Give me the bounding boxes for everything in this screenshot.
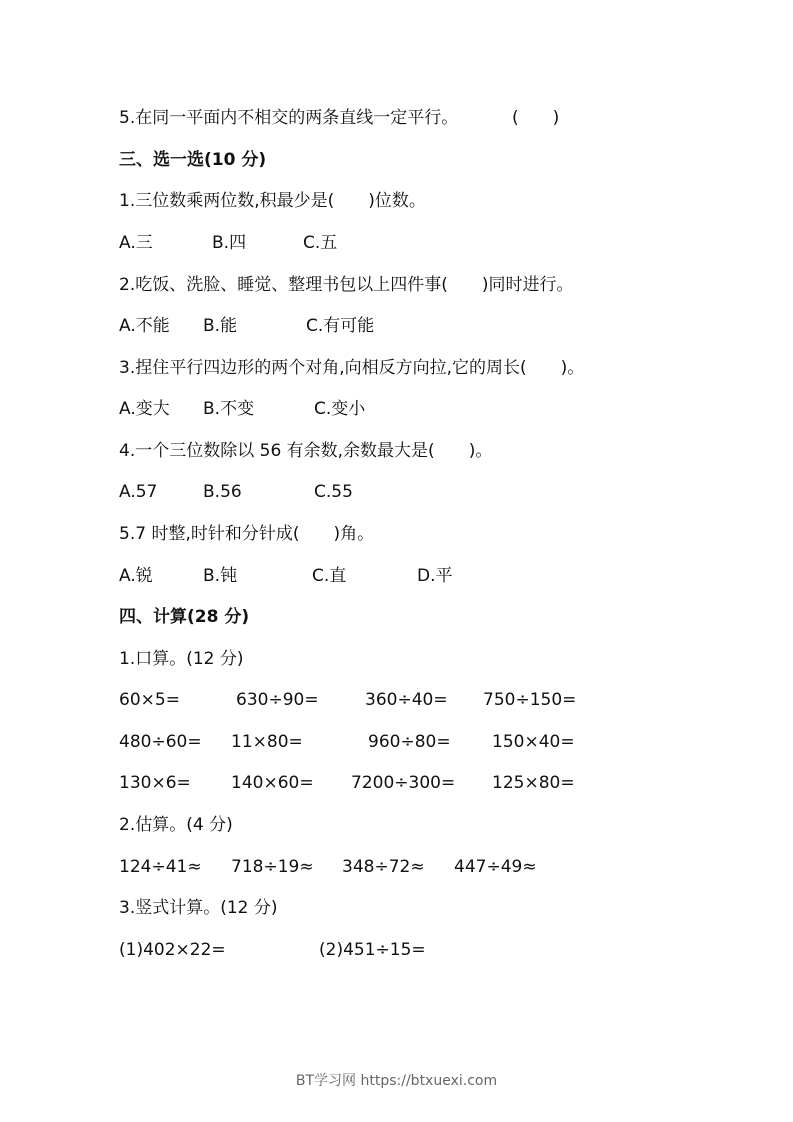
option-a: A.变大: [119, 399, 170, 419]
option-b: B.钝: [203, 566, 238, 586]
oral-problem: 150×40=: [492, 732, 575, 752]
oral-calc-title: 1.口算。(12 分): [119, 649, 244, 669]
oral-problem: 130×6=: [119, 773, 191, 793]
oral-problem: 360÷40=: [365, 690, 448, 710]
section-title-calculation: 四、计算(28 分): [119, 607, 250, 627]
choice-question-3: 3.捏住平行四边形的两个对角,向相反方向拉,它的周长( )。: [119, 358, 585, 378]
option-b: B.四: [212, 233, 247, 253]
vertical-problem-2: (2)451÷15=: [319, 940, 426, 960]
choice-question-2: 2.吃饭、洗脸、睡觉、整理书包以上四件事( )同时进行。: [119, 275, 574, 295]
estimate-problem: 447÷49≈: [454, 857, 537, 877]
option-a: A.三: [119, 233, 153, 253]
choice-question-4: 4.一个三位数除以 56 有余数,余数最大是( )。: [119, 441, 493, 461]
option-a: A.不能: [119, 316, 170, 336]
option-c: C.变小: [314, 399, 366, 419]
choice-question-5: 5.7 时整,时针和分针成( )角。: [119, 524, 375, 544]
judge-question-5: [119, 106, 560, 130]
option-c: C.55: [314, 482, 353, 502]
oral-problem: 125×80=: [492, 773, 575, 793]
oral-problem: 750÷150=: [483, 690, 577, 710]
oral-problem: 7200÷300=: [351, 773, 456, 793]
oral-problem: 140×60=: [231, 773, 314, 793]
oral-problem: 960÷80=: [368, 732, 451, 752]
option-a: A.锐: [119, 566, 153, 586]
oral-problem: 480÷60=: [119, 732, 202, 752]
option-c: C.直: [312, 566, 347, 586]
judge-question-text: 5.在同一平面内不相交的两条直线一定平行。: [119, 108, 459, 128]
choice-question-1: 1.三位数乘两位数,积最少是( )位数。: [119, 191, 426, 211]
estimate-problem: 124÷41≈: [119, 857, 202, 877]
oral-problem: 11×80=: [231, 732, 303, 752]
option-c: C.有可能: [306, 316, 375, 336]
estimate-problem: 348÷72≈: [342, 857, 425, 877]
answer-parenthesis: ( ): [512, 108, 560, 128]
estimate-problem: 718÷19≈: [231, 857, 314, 877]
option-a: A.57: [119, 482, 158, 502]
oral-problem: 630÷90=: [236, 690, 319, 710]
estimate-title: 2.估算。(4 分): [119, 815, 233, 835]
oral-problem: 60×5=: [119, 690, 180, 710]
option-c: C.五: [303, 233, 338, 253]
option-b: B.能: [203, 316, 238, 336]
vertical-problem-1: (1)402×22=: [119, 940, 226, 960]
option-d: D.平: [417, 566, 453, 586]
vertical-calc-title: 3.竖式计算。(12 分): [119, 898, 278, 918]
section-title-choice: 三、选一选(10 分): [119, 150, 267, 170]
option-b: B.不变: [203, 399, 255, 419]
footer-watermark: BT学习网 https://btxuexi.com: [295, 1073, 498, 1089]
option-b: B.56: [203, 482, 242, 502]
